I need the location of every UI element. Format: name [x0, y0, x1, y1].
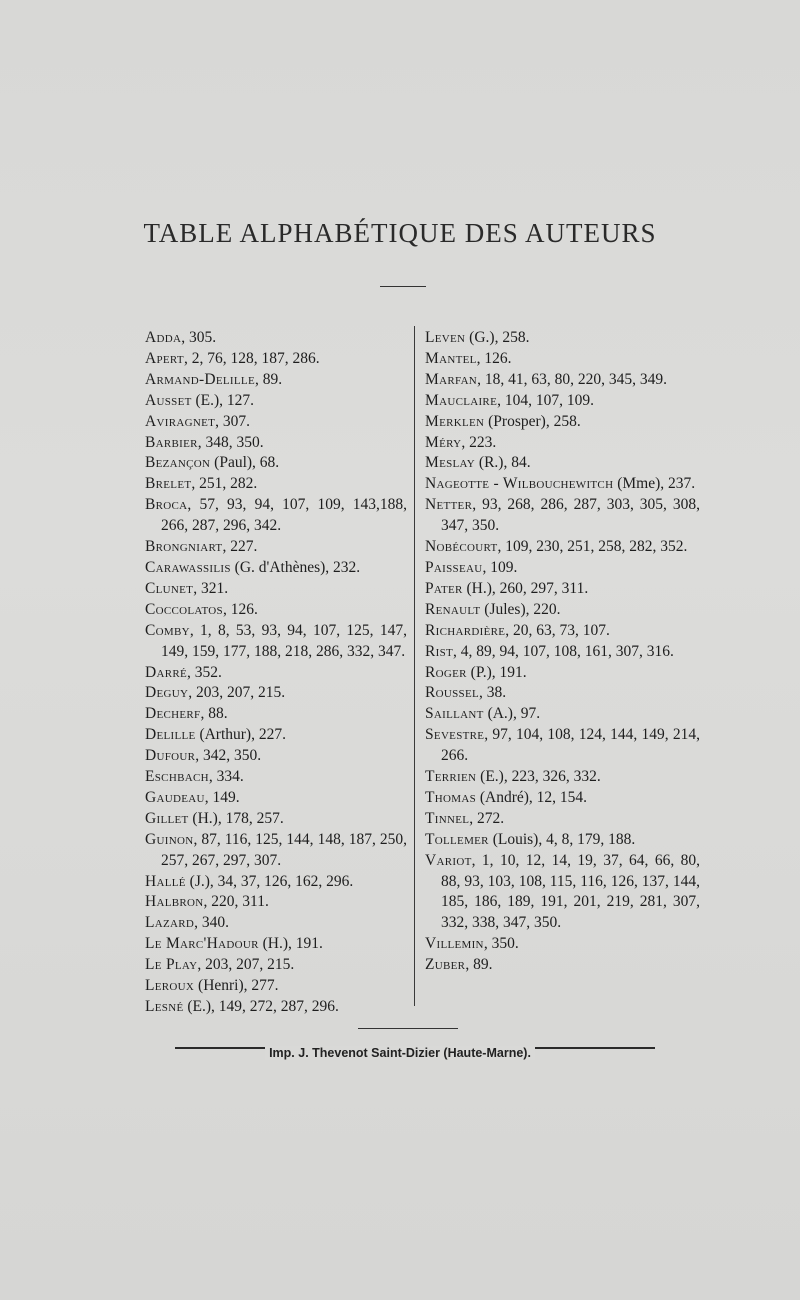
index-entry — [145, 663, 407, 684]
index-entry — [145, 955, 407, 976]
index-entry — [425, 579, 700, 600]
author-name: Netter — [425, 496, 473, 514]
page-references: , 227. — [222, 538, 258, 556]
index-entry — [145, 809, 407, 830]
index-entry — [145, 704, 407, 725]
index-entry — [425, 412, 700, 433]
index-entry — [425, 683, 700, 704]
author-name: Bezançon — [145, 454, 211, 472]
index-entry — [145, 391, 407, 412]
author-name: Gaudeau — [145, 788, 205, 806]
author-name: Delille — [145, 726, 196, 744]
index-entry — [145, 725, 407, 746]
author-name: Coccolatos — [145, 600, 223, 618]
page-references: , 251, 282. — [191, 475, 258, 493]
author-name: Rist — [425, 642, 454, 660]
author-name: Tollemer — [425, 830, 489, 848]
printer-imprint-text: Imp. J. Thevenot Saint-Dizier (Haute-Marne). — [265, 1046, 535, 1060]
page-references: , 350. — [483, 935, 519, 953]
page-references: , 93, 268, 286, 287, 303, 305, 308, 347, 350. — [441, 496, 700, 535]
author-name: Terrien — [425, 768, 477, 786]
author-name: Gillet — [145, 809, 189, 827]
page-references: , 220, 311. — [203, 893, 269, 911]
page-references: (G.), 258. — [465, 329, 530, 346]
index-entry — [425, 558, 700, 579]
page-references: (Mme), 237. — [613, 475, 696, 493]
index-entry — [145, 412, 407, 433]
page-references: , 272. — [469, 809, 505, 827]
page-references: (Louis), 4, 8, 179, 188. — [488, 830, 636, 848]
author-name: Villemin — [425, 935, 484, 953]
page-references: , 109, 230, 251, 258, 282, 352. — [497, 538, 688, 556]
index-entry — [145, 788, 407, 809]
index-entry — [425, 600, 700, 621]
author-name: Eschbach — [145, 768, 209, 786]
author-name: Guinon — [145, 830, 194, 848]
author-name: Carawassilis — [145, 558, 231, 576]
closing-rule — [358, 1028, 458, 1029]
index-entry — [145, 600, 407, 621]
page-references: , 2, 76, 128, 187, 286. — [183, 349, 320, 367]
index-entry — [145, 453, 407, 474]
page-references: , 305. — [181, 329, 217, 346]
index-entry — [145, 976, 407, 997]
page-references: , 89. — [254, 370, 283, 388]
index-entry — [145, 328, 407, 349]
page-references: , 104, 107, 109. — [497, 391, 594, 409]
page-references: , 1, 8, 53, 93, 94, 107, 125, 147, 149, 159, 177, 188, 218, 286, 332, 347. — [161, 621, 407, 660]
page-references: , 87, 116, 125, 144, 148, 187, 250, 257, 267, 297, 307. — [161, 830, 407, 869]
author-name: Deguy — [145, 684, 189, 702]
page-references: , 109. — [482, 558, 518, 576]
author-name: Aviragnet — [145, 412, 216, 430]
author-name: Sevestre — [425, 726, 485, 744]
index-entry — [425, 704, 700, 725]
page-references: , 321. — [193, 579, 229, 597]
author-name: Tinnel — [425, 809, 470, 827]
author-name: Decherf — [145, 705, 201, 723]
author-name: Le Marc'Hadour — [145, 935, 259, 953]
author-name: Renault — [425, 600, 481, 618]
author-name: Meslay — [425, 454, 476, 472]
index-entry — [425, 349, 700, 370]
author-name: Méry — [425, 433, 462, 451]
author-name: Zuber — [425, 956, 466, 974]
page-references: , 1, 10, 12, 14, 19, 37, 64, 66, 80, 88, 93, 103, 108, 115, 116, 126, 137, 144, 185, 186, 189, 191, 201, 219, 281, 307, 332, 338, 347, 350. — [441, 851, 700, 932]
index-entry — [145, 767, 407, 788]
page-title: TABLE ALPHABÉTIQUE DES AUTEURS — [143, 218, 657, 248]
index-entry — [425, 391, 700, 412]
index-entry — [425, 328, 700, 349]
author-name: Merklen — [425, 412, 485, 430]
author-name: Brelet — [145, 475, 192, 493]
index-entry — [425, 934, 700, 955]
index-entry — [425, 537, 700, 558]
author-name: Clunet — [145, 579, 194, 597]
author-name: Richardière — [425, 621, 506, 639]
author-name: Nageotte - Wilbouchewitch — [425, 475, 614, 493]
author-name: Ausset — [145, 391, 192, 409]
page-references: (E.), 223, 326, 332. — [476, 768, 601, 786]
page-references: (P.), 191. — [466, 663, 527, 681]
author-name: Pater — [425, 579, 463, 597]
author-name: Roussel — [425, 684, 479, 702]
page-references: (H.), 260, 297, 311. — [462, 579, 589, 597]
index-entry — [145, 558, 407, 579]
author-name: Paisseau — [425, 558, 483, 576]
page-references: , 203, 207, 215. — [197, 956, 295, 974]
title-rule — [380, 286, 426, 287]
page-references: , 203, 207, 215. — [188, 684, 286, 702]
index-entry — [425, 725, 700, 767]
page-references: , 97, 104, 108, 124, 144, 149, 214, 266. — [441, 726, 700, 765]
page-references: (Henri), 277. — [194, 977, 279, 995]
page-references: , 340. — [194, 914, 230, 932]
author-name: Hallé — [145, 872, 186, 890]
author-index-left-column — [145, 328, 407, 1018]
index-entry — [145, 746, 407, 767]
author-name: Lesné — [145, 998, 184, 1015]
index-entry — [425, 474, 700, 495]
index-entry — [425, 955, 700, 976]
author-name: Barbier — [145, 433, 198, 451]
author-name: Brongniart — [145, 538, 223, 556]
author-name: Marfan — [425, 370, 478, 388]
author-name: Le Play — [145, 956, 198, 974]
page-references: (E.), 149, 272, 287, 296. — [183, 998, 339, 1015]
index-entry — [425, 663, 700, 684]
index-entry — [145, 349, 407, 370]
page-references: (Prosper), 258. — [484, 412, 581, 430]
page-references: , 88. — [200, 705, 228, 723]
author-name: Leroux — [145, 977, 195, 995]
author-name: Apert — [145, 349, 184, 367]
page-references: , 57, 93, 94, 107, 109, 143,188, 266, 287, 296, 342. — [161, 496, 407, 535]
index-entry — [145, 913, 407, 934]
index-entry — [425, 642, 700, 663]
author-name: Mauclaire — [425, 391, 498, 409]
page-references: (H.), 191. — [258, 935, 323, 953]
index-entry — [145, 830, 407, 872]
author-name: Comby — [145, 621, 190, 639]
index-entry — [425, 767, 700, 788]
page-references: (A.), 97. — [483, 705, 541, 723]
index-entry — [425, 453, 700, 474]
index-entry — [145, 997, 407, 1018]
page-references: , 348, 350. — [197, 433, 264, 451]
index-entry — [145, 370, 407, 391]
author-name: Lazard — [145, 914, 195, 932]
page-references: (E.), 127. — [191, 391, 255, 409]
author-name: Armand-Delille — [145, 370, 255, 388]
index-entry — [425, 809, 700, 830]
index-entry — [145, 579, 407, 600]
page-references: (G. d'Athènes), 232. — [230, 558, 361, 576]
page-references: (H.), 178, 257. — [188, 809, 284, 827]
index-entry — [425, 851, 700, 935]
index-entry — [425, 788, 700, 809]
page-references: , 307. — [215, 412, 250, 430]
index-entry — [425, 495, 700, 537]
author-name: Roger — [425, 663, 467, 681]
page-references: , 352. — [187, 663, 222, 681]
author-name: Leven — [425, 329, 466, 346]
page-references: , 38. — [479, 684, 507, 702]
index-entry — [145, 537, 407, 558]
index-entry — [145, 892, 407, 913]
page-references: (André), 12, 154. — [476, 788, 588, 806]
index-entry — [145, 433, 407, 454]
page-references: , 126. — [476, 349, 512, 367]
page-references: , 20, 63, 73, 107. — [505, 621, 610, 639]
page-references: , 342, 350. — [195, 747, 262, 765]
index-entry — [145, 872, 407, 893]
index-entry — [425, 830, 700, 851]
page-references: (J.), 34, 37, 126, 162, 296. — [185, 872, 354, 890]
index-entry — [425, 621, 700, 642]
index-entry — [145, 474, 407, 495]
column-divider — [414, 326, 415, 1006]
author-index-right-column — [425, 328, 700, 976]
author-name: Halbron — [145, 893, 204, 911]
author-name: Mantel — [425, 349, 477, 367]
page-references: , 223. — [461, 433, 497, 451]
author-name: Saillant — [425, 705, 484, 723]
page-references: (Paul), 68. — [210, 454, 280, 472]
author-name: Darré — [145, 663, 188, 681]
index-entry — [145, 621, 407, 663]
index-entry — [145, 683, 407, 704]
author-name: Variot — [425, 851, 472, 869]
index-entry — [425, 433, 700, 454]
page-references: , 334. — [208, 768, 244, 786]
author-name: Broca — [145, 496, 188, 514]
page-references: (Arthur), 227. — [195, 726, 286, 744]
author-name: Nobécourt — [425, 538, 498, 556]
page-references: , 4, 89, 94, 107, 108, 161, 307, 316. — [453, 642, 674, 660]
author-name: Adda — [145, 329, 182, 346]
page-references: , 89. — [465, 956, 493, 974]
page-references: , 126. — [222, 600, 258, 618]
author-name: Dufour — [145, 747, 196, 765]
page-references: (Jules), 220. — [480, 600, 561, 618]
page-references: , 18, 41, 63, 80, 220, 345, 349. — [477, 370, 667, 388]
author-name: Thomas — [425, 788, 476, 806]
printer-imprint — [0, 1046, 800, 1060]
index-entry — [425, 370, 700, 391]
page-references: (R.), 84. — [475, 454, 531, 472]
index-entry — [145, 934, 407, 955]
index-entry — [145, 495, 407, 537]
page-references: , 149. — [204, 788, 240, 806]
